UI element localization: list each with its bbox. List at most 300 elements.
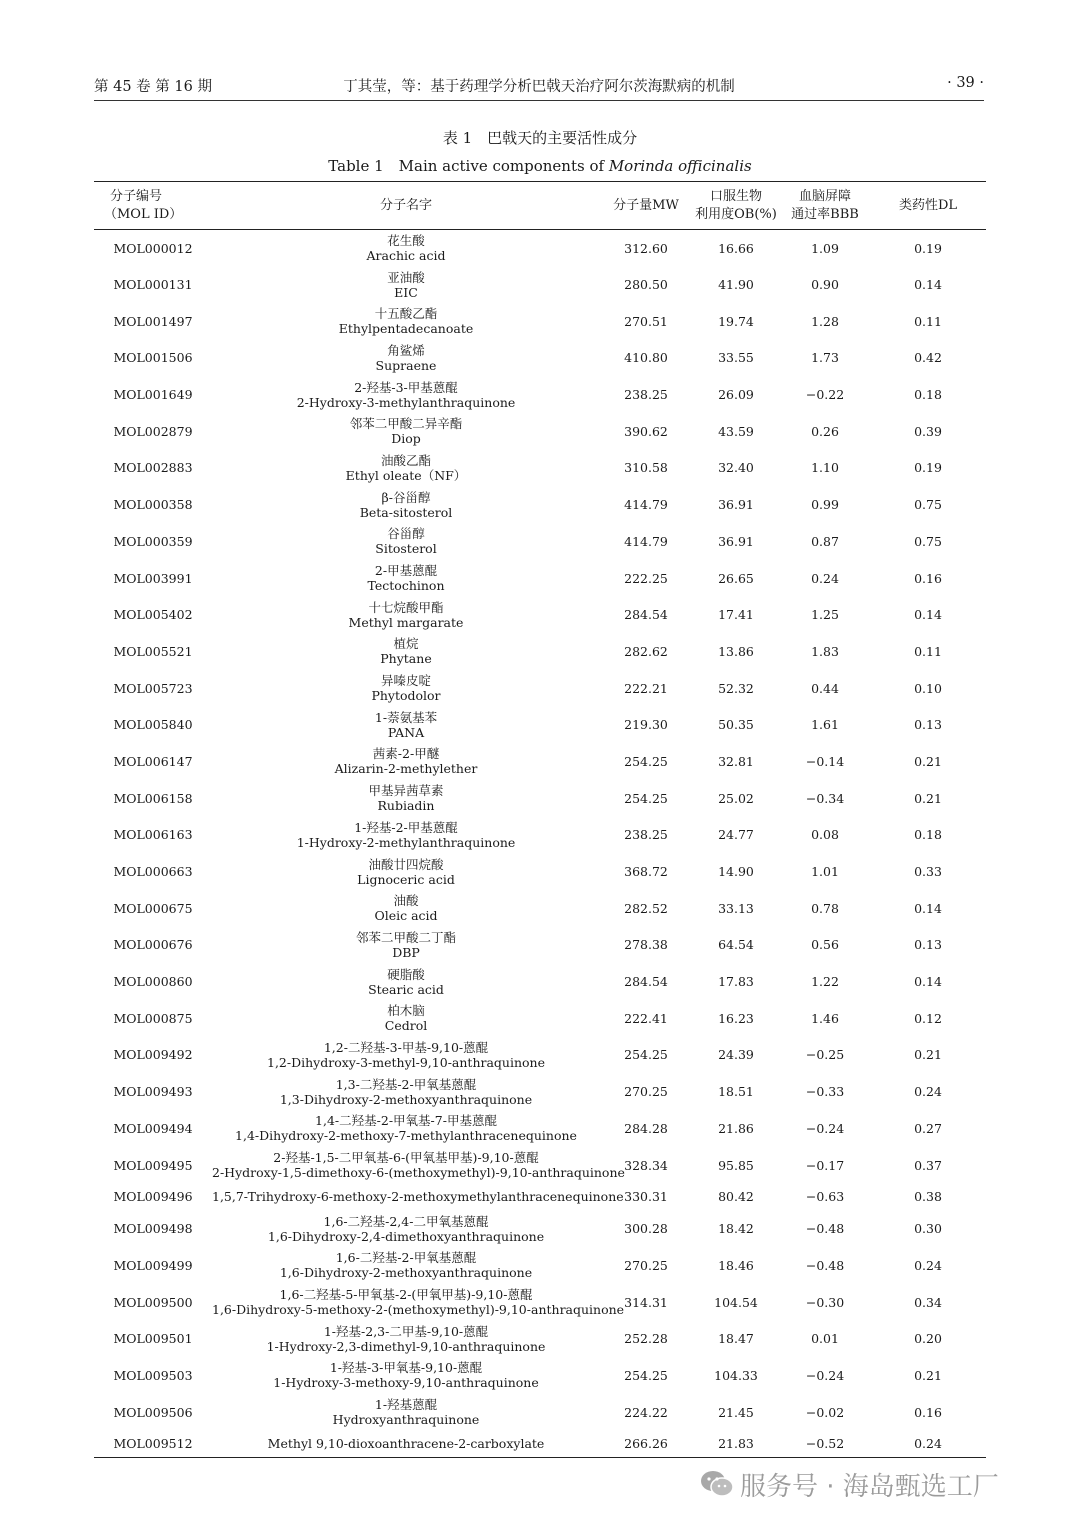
cell-dl: 0.16: [914, 570, 942, 586]
cell-bbb: 1.22: [811, 974, 839, 990]
table-row: [94, 560, 986, 597]
cell-bbb: 0.44: [811, 680, 839, 696]
cell-ob: 41.90: [718, 277, 754, 293]
cell-mw: 310.58: [624, 460, 668, 476]
cell-dl: 0.24: [914, 1257, 942, 1273]
cell-mw: 390.62: [624, 423, 668, 439]
cell-dl: 0.39: [914, 423, 942, 439]
table-row: [94, 1110, 986, 1147]
cell-dl: 0.11: [914, 313, 942, 329]
cell-name: [212, 1284, 625, 1321]
cell-bbb: 1.46: [811, 1010, 839, 1026]
cell-bbb: 0.78: [811, 900, 839, 916]
cell-ob: 104.33: [714, 1367, 758, 1383]
cell-mw: 270.25: [624, 1257, 668, 1273]
name-zh: β-谷甾醇: [381, 489, 431, 505]
cell-name: [212, 230, 600, 267]
cell-bbb: −0.52: [805, 1436, 845, 1452]
cell-name: [212, 1000, 600, 1037]
cell-mol-id: MOL001497: [113, 313, 193, 329]
name-zh: 柏木脑: [387, 1003, 425, 1019]
cell-bbb: −0.02: [805, 1404, 845, 1420]
cell-dl: 0.14: [914, 900, 942, 916]
cell-mw: 280.50: [624, 277, 668, 293]
cell-ob: 25.02: [718, 790, 754, 806]
name-en: Alizarin-2-methylether: [334, 761, 478, 777]
name-en: Lignoceric acid: [357, 871, 455, 887]
name-en: Rubiadin: [377, 798, 435, 814]
cell-ob: 18.42: [718, 1221, 754, 1237]
header-ob: 口服生物 利用度OB(%): [695, 188, 777, 222]
cell-mol-id: MOL009494: [113, 1120, 193, 1136]
table-row: [94, 1210, 986, 1247]
name-en: Methyl 9,10-dioxoanthracene-2-carboxylate: [267, 1436, 545, 1452]
cell-bbb: 1.61: [811, 717, 839, 733]
cell-mol-id: MOL009496: [113, 1189, 193, 1205]
cell-name: [212, 817, 600, 854]
cell-mol-id: MOL006163: [113, 827, 193, 843]
cell-ob: 19.74: [718, 313, 754, 329]
cell-name: [212, 1183, 624, 1210]
name-zh: 邻苯二甲酸二丁酯: [355, 929, 456, 945]
cell-mol-id: MOL009495: [113, 1157, 193, 1173]
page-number: · 39 ·: [947, 75, 984, 91]
active-components-table: [94, 181, 986, 1458]
cell-mol-id: MOL009506: [113, 1404, 193, 1420]
name-zh: 甲基异茜草素: [368, 783, 444, 799]
cell-mw: 222.41: [624, 1010, 668, 1026]
table-row: [94, 1247, 986, 1284]
cell-mw: 414.79: [624, 533, 668, 549]
cell-name: [212, 1037, 600, 1074]
cell-mol-id: MOL006147: [113, 753, 193, 769]
name-zh: 植烷: [393, 636, 419, 652]
cell-dl: 0.21: [914, 790, 942, 806]
cell-mol-id: MOL006158: [113, 790, 193, 806]
cell-bbb: −0.24: [805, 1367, 845, 1383]
cell-mw: 238.25: [624, 827, 668, 843]
journal-volume-issue: 第 45 卷 第 16 期: [94, 79, 212, 95]
cell-ob: 33.13: [718, 900, 754, 916]
name-en: 1,6-Dihydroxy-2,4-dimethoxyanthraquinone: [267, 1228, 545, 1244]
cell-name: [212, 1357, 600, 1394]
watermark-text: 服务号 · 海岛甄选工厂: [740, 1471, 999, 1502]
cell-bbb: 0.08: [811, 827, 839, 843]
name-zh: 1,6-二羟基-2,4-二甲氧基蒽醌: [323, 1213, 489, 1229]
cell-dl: 0.14: [914, 607, 942, 623]
table-row: [94, 1037, 986, 1074]
table-row: [94, 523, 986, 560]
cell-ob: 18.46: [718, 1257, 754, 1273]
cell-bbb: −0.33: [805, 1084, 845, 1100]
name-en: Hydroxyanthraquinone: [332, 1412, 480, 1428]
cell-mol-id: MOL000012: [113, 240, 193, 256]
cell-dl: 0.13: [914, 937, 942, 953]
cell-mw: 328.34: [624, 1157, 668, 1173]
name-en: Phytodolor: [371, 688, 441, 704]
cell-name: [212, 266, 600, 303]
cell-mw: 254.25: [624, 753, 668, 769]
cell-mw: 222.25: [624, 570, 668, 586]
cell-bbb: 0.56: [811, 937, 839, 953]
cell-name: [212, 1147, 625, 1184]
cell-dl: 0.34: [914, 1294, 942, 1310]
cell-mol-id: MOL000131: [113, 277, 193, 293]
cell-dl: 0.24: [914, 1084, 942, 1100]
cell-ob: 13.86: [718, 643, 754, 659]
wechat-icon: [700, 1469, 734, 1499]
name-zh: 1-羟基-2-甲基蒽醌: [354, 819, 458, 835]
name-zh: 1-羟基-2,3-二甲基-9,10-蒽醌: [323, 1323, 489, 1339]
name-zh: 硬脂酸: [387, 966, 425, 982]
name-en: 2-Hydroxy-3-methylanthraquinone: [296, 394, 516, 410]
cell-ob: 18.47: [718, 1331, 754, 1347]
table-row: [94, 376, 986, 413]
cell-mw: 252.28: [624, 1331, 668, 1347]
cell-mw: 254.25: [624, 1367, 668, 1383]
cell-bbb: 0.01: [811, 1331, 839, 1347]
cell-mol-id: MOL009492: [113, 1047, 193, 1063]
table-row: [94, 1394, 986, 1431]
cell-mol-id: MOL002879: [113, 423, 193, 439]
cell-mw: 282.62: [624, 643, 668, 659]
name-zh: 油酸: [393, 893, 419, 909]
cell-name: [212, 596, 600, 633]
cell-dl: 0.13: [914, 717, 942, 733]
cell-ob: 17.41: [718, 607, 754, 623]
cell-mw: 312.60: [624, 240, 668, 256]
cell-name: [212, 560, 600, 597]
cell-bbb: 0.24: [811, 570, 839, 586]
header-mw: 分子量MW: [613, 197, 679, 213]
cell-ob: 80.42: [718, 1189, 754, 1205]
cell-dl: 0.33: [914, 864, 942, 880]
name-en: 1,2-Dihydroxy-3-methyl-9,10-anthraquinone: [267, 1054, 545, 1070]
cell-ob: 104.54: [714, 1294, 758, 1310]
name-zh: 1-萘氨基苯: [374, 709, 438, 725]
cell-name: [212, 1431, 600, 1458]
name-en: 2-Hydroxy-1,5-dimethoxy-6-(methoxymethyl)-9,10-anthraquinone: [212, 1165, 625, 1181]
cell-dl: 0.42: [914, 350, 942, 366]
name-en: Sitosterol: [375, 541, 437, 557]
cell-bbb: 0.99: [811, 497, 839, 513]
cell-dl: 0.11: [914, 643, 942, 659]
header-name: 分子名字: [379, 197, 432, 213]
cell-bbb: 1.28: [811, 313, 839, 329]
cell-dl: 0.38: [914, 1189, 942, 1205]
cell-mw: 270.25: [624, 1084, 668, 1100]
name-zh: 1,6-二羟基-5-甲氧基-2-(甲氧甲基)-9,10-蒽醌: [279, 1287, 533, 1303]
name-zh: 亚油酸: [387, 269, 425, 285]
cell-name: [212, 486, 600, 523]
table-row: [94, 266, 986, 303]
cell-name: [212, 450, 600, 487]
cell-bbb: −0.14: [805, 753, 845, 769]
cell-name: [212, 1247, 600, 1284]
cell-mw: 330.31: [624, 1189, 668, 1205]
cell-mol-id: MOL000875: [113, 1010, 193, 1026]
cell-ob: 52.32: [718, 680, 754, 696]
cell-dl: 0.21: [914, 1047, 942, 1063]
name-en: Diop: [391, 431, 421, 447]
name-zh: 谷甾醇: [387, 526, 425, 542]
name-zh: 2-甲基蒽醌: [374, 563, 438, 579]
table-row: [94, 670, 986, 707]
cell-bbb: −0.48: [805, 1257, 845, 1273]
name-en: DBP: [392, 944, 420, 960]
table-row: [94, 596, 986, 633]
name-en: Stearic acid: [368, 981, 444, 997]
cell-ob: 43.59: [718, 423, 754, 439]
cell-dl: 0.20: [914, 1331, 942, 1347]
name-en: EIC: [394, 284, 418, 300]
table-row: [94, 413, 986, 450]
name-zh: 1,3-二羟基-2-甲氧基蒽醌: [335, 1076, 477, 1092]
cell-name: [212, 1210, 600, 1247]
cell-dl: 0.18: [914, 827, 942, 843]
cell-name: [212, 340, 600, 377]
cell-mw: 410.80: [624, 350, 668, 366]
table-row: [94, 706, 986, 743]
name-zh: 茜素-2-甲醚: [372, 746, 440, 762]
name-zh: 2-羟基-1,5-二甲氧基-6-(甲氧基甲基)-9,10-蒽醌: [273, 1150, 539, 1166]
cell-mw: 300.28: [624, 1221, 668, 1237]
cell-mw: 284.54: [624, 974, 668, 990]
cell-ob: 24.39: [718, 1047, 754, 1063]
table-row: [94, 963, 986, 1000]
cell-dl: 0.19: [914, 240, 942, 256]
cell-mw: 266.26: [624, 1436, 668, 1452]
table-row: [94, 927, 986, 964]
cell-mw: 270.51: [624, 313, 668, 329]
cell-dl: 0.21: [914, 1367, 942, 1383]
cell-dl: 0.10: [914, 680, 942, 696]
cell-ob: 17.83: [718, 974, 754, 990]
cell-name: [212, 1073, 600, 1110]
cell-ob: 95.85: [718, 1157, 754, 1173]
cell-bbb: −0.48: [805, 1221, 845, 1237]
cell-name: [212, 743, 600, 780]
name-en: 1-Hydroxy-3-methoxy-9,10-anthraquinone: [273, 1375, 539, 1391]
name-zh: 十七烷酸甲酯: [368, 599, 444, 615]
cell-mol-id: MOL009503: [113, 1367, 193, 1383]
name-zh: 十五酸乙酯: [374, 306, 438, 322]
name-en: 1-Hydroxy-2-methylanthraquinone: [296, 834, 516, 850]
cell-dl: 0.14: [914, 277, 942, 293]
cell-bbb: 1.09: [811, 240, 839, 256]
cell-bbb: −0.34: [805, 790, 845, 806]
table-row: [94, 1000, 986, 1037]
header-bbb: 血脑屏障 通过率BBB: [791, 188, 859, 222]
table-body: [94, 230, 986, 1458]
name-zh: 异嗪皮啶: [380, 673, 431, 689]
cell-bbb: −0.30: [805, 1294, 845, 1310]
cell-bbb: 1.25: [811, 607, 839, 623]
name-zh: 1-羟基-3-甲氧基-9,10-蒽醌: [329, 1360, 483, 1376]
cell-name: [212, 963, 600, 1000]
name-zh: 油酸乙酯: [380, 452, 431, 468]
caption-en-species: Morinda officinalis: [608, 157, 752, 175]
cell-name: [212, 303, 600, 340]
table-row: [94, 1431, 986, 1458]
caption-en-prefix: Table 1 Main active components of: [328, 157, 609, 175]
name-en: 1,5,7-Trihydroxy-6-methoxy-2-methoxymethylanthracenequinone: [212, 1189, 624, 1205]
cell-dl: 0.30: [914, 1221, 942, 1237]
cell-name: [212, 780, 600, 817]
name-zh: 1,6-二羟基-2-甲氧基蒽醌: [335, 1250, 477, 1266]
cell-ob: 50.35: [718, 717, 754, 733]
table-row: [94, 1183, 986, 1210]
name-zh: 角鲨烯: [387, 342, 425, 358]
name-zh: 邻苯二甲酸二异辛酯: [349, 416, 463, 432]
cell-bbb: −0.17: [805, 1157, 845, 1173]
watermark: [700, 1462, 999, 1506]
table-row: [94, 743, 986, 780]
running-header: [94, 70, 984, 101]
cell-dl: 0.19: [914, 460, 942, 476]
name-en: Ethyl oleate（NF）: [345, 467, 467, 483]
cell-mw: 414.79: [624, 497, 668, 513]
cell-mw: 254.25: [624, 790, 668, 806]
cell-name: [212, 890, 600, 927]
name-zh: 1,4-二羟基-2-甲氧基-7-甲基蒽醌: [315, 1113, 497, 1129]
name-en: Cedrol: [384, 1018, 428, 1034]
name-en: 1,6-Dihydroxy-5-methoxy-2-(methoxymethyl)-9,10-anthraquinone: [212, 1302, 625, 1318]
cell-mol-id: MOL003991: [113, 570, 193, 586]
cell-ob: 36.91: [718, 533, 754, 549]
cell-name: [212, 1110, 600, 1147]
cell-mol-id: MOL000359: [113, 533, 193, 549]
table-row: [94, 1073, 986, 1110]
article-running-title: 丁其莹，等：基于药理学分析巴戟天治疗阿尔茨海默病的机制: [343, 79, 735, 95]
cell-name: [212, 633, 600, 670]
header-dl: 类药性DL: [898, 197, 958, 213]
name-en: 1,3-Dihydroxy-2-methoxyanthraquinone: [279, 1091, 533, 1107]
cell-bbb: 1.83: [811, 643, 839, 659]
cell-bbb: 1.10: [811, 460, 839, 476]
cell-ob: 33.55: [718, 350, 754, 366]
cell-mol-id: MOL000860: [113, 974, 193, 990]
header-mol-id: 分子编号 （MOL ID）: [104, 188, 183, 222]
cell-ob: 21.86: [718, 1120, 754, 1136]
cell-mw: 284.28: [624, 1120, 668, 1136]
table-row: [94, 1320, 986, 1357]
table-header: [94, 182, 986, 230]
cell-mw: 368.72: [624, 864, 668, 880]
cell-bbb: 1.73: [811, 350, 839, 366]
table-row: [94, 1284, 986, 1321]
cell-ob: 64.54: [718, 937, 754, 953]
cell-bbb: −0.24: [805, 1120, 845, 1136]
cell-name: [212, 1320, 600, 1357]
cell-bbb: 0.90: [811, 277, 839, 293]
cell-mw: 314.31: [624, 1294, 668, 1310]
cell-ob: 21.83: [718, 1436, 754, 1452]
cell-mol-id: MOL000676: [113, 937, 193, 953]
name-zh: 花生酸: [387, 233, 425, 249]
name-en: PANA: [387, 724, 425, 740]
name-en: 1-Hydroxy-2,3-dimethyl-9,10-anthraquinone: [266, 1338, 546, 1354]
cell-mol-id: MOL001649: [113, 387, 193, 403]
cell-dl: 0.27: [914, 1120, 942, 1136]
cell-mw: 219.30: [624, 717, 668, 733]
cell-name: [212, 523, 600, 560]
cell-ob: 18.51: [718, 1084, 754, 1100]
cell-name: [212, 376, 600, 413]
cell-mol-id: MOL000675: [113, 900, 193, 916]
cell-name: [212, 670, 600, 707]
cell-mw: 222.21: [624, 680, 668, 696]
cell-ob: 32.40: [718, 460, 754, 476]
cell-ob: 16.23: [718, 1010, 754, 1026]
name-en: Tectochinon: [367, 578, 445, 594]
cell-mol-id: MOL000358: [113, 497, 193, 513]
name-en: 1,4-Dihydroxy-2-methoxy-7-methylanthracenequinone: [235, 1128, 577, 1144]
table-row: [94, 340, 986, 377]
cell-bbb: 0.26: [811, 423, 839, 439]
table-row: [94, 853, 986, 890]
cell-mw: 224.22: [624, 1404, 668, 1420]
cell-mol-id: MOL005840: [113, 717, 193, 733]
name-zh: 油酸廿四烷酸: [368, 856, 444, 872]
cell-dl: 0.16: [914, 1404, 942, 1420]
cell-ob: 26.65: [718, 570, 754, 586]
table-row: [94, 1147, 986, 1184]
table-caption-zh: 表 1 巴戟天的主要活性成分: [442, 129, 638, 147]
cell-mw: 254.25: [624, 1047, 668, 1063]
cell-dl: 0.14: [914, 974, 942, 990]
cell-dl: 0.21: [914, 753, 942, 769]
name-zh: 1,2-二羟基-3-甲基-9,10-蒽醌: [323, 1039, 489, 1055]
cell-mol-id: MOL009512: [113, 1436, 193, 1452]
cell-mol-id: MOL000663: [113, 864, 193, 880]
table-row: [94, 303, 986, 340]
cell-mw: 284.54: [624, 607, 668, 623]
name-en: Arachic acid: [366, 248, 446, 264]
table-row: [94, 890, 986, 927]
cell-bbb: −0.25: [805, 1047, 845, 1063]
cell-ob: 24.77: [718, 827, 754, 843]
table-row: [94, 450, 986, 487]
table-row: [94, 780, 986, 817]
cell-dl: 0.12: [914, 1010, 942, 1026]
cell-name: [212, 706, 600, 743]
cell-dl: 0.37: [914, 1157, 942, 1173]
cell-ob: 36.91: [718, 497, 754, 513]
cell-mol-id: MOL009501: [113, 1331, 193, 1347]
cell-bbb: −0.63: [805, 1189, 845, 1205]
cell-name: [212, 853, 600, 890]
cell-ob: 32.81: [718, 753, 754, 769]
table-row: [94, 1357, 986, 1394]
cell-mw: 282.52: [624, 900, 668, 916]
name-en: Beta-sitosterol: [359, 504, 453, 520]
cell-dl: 0.75: [914, 533, 942, 549]
name-en: Methyl margarate: [348, 614, 464, 630]
table-row: [94, 633, 986, 670]
name-zh: 2-羟基-3-甲基蒽醌: [354, 379, 458, 395]
cell-mol-id: MOL009498: [113, 1221, 193, 1237]
name-en: Phytane: [380, 651, 432, 667]
cell-mol-id: MOL005521: [113, 643, 193, 659]
cell-dl: 0.75: [914, 497, 942, 513]
cell-ob: 26.09: [718, 387, 754, 403]
cell-ob: 14.90: [718, 864, 754, 880]
table-row: [94, 486, 986, 523]
name-en: Oleic acid: [374, 908, 438, 924]
cell-bbb: 1.01: [811, 864, 839, 880]
cell-name: [212, 1394, 600, 1431]
